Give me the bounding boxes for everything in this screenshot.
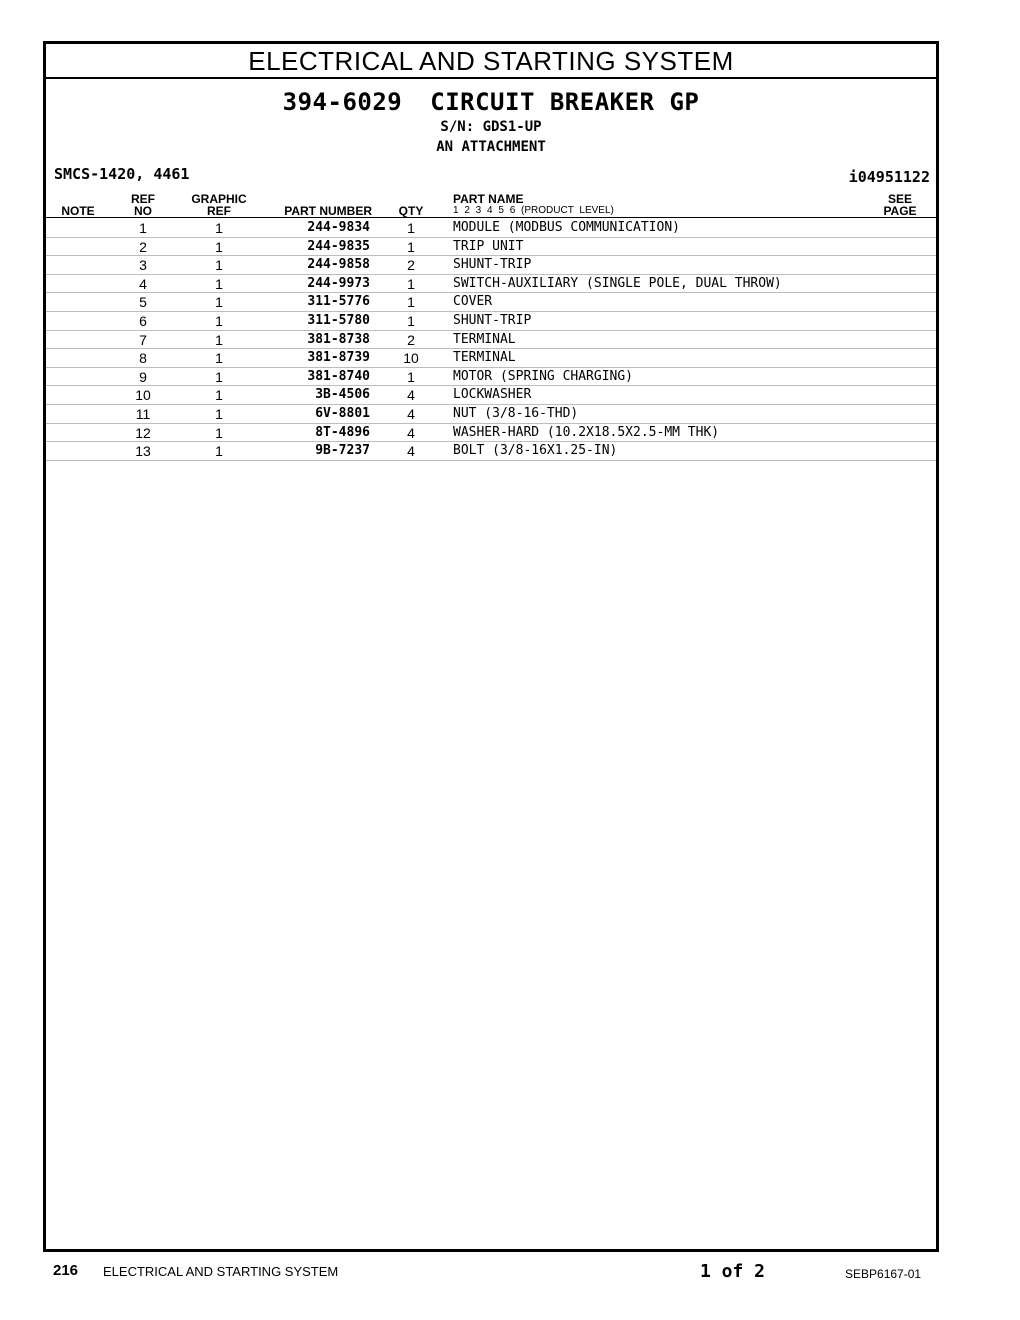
ref-no: 9 xyxy=(139,368,147,385)
table-row xyxy=(46,312,936,331)
part-number: 244-9858 xyxy=(307,257,370,273)
ref-no: 3 xyxy=(139,257,147,274)
qty: 4 xyxy=(407,405,415,422)
graphic-ref: 1 xyxy=(215,220,223,236)
part-name: SWITCH-AUXILIARY (SINGLE POLE, DUAL THROW) xyxy=(453,275,782,291)
ref-no: 7 xyxy=(139,331,147,348)
qty: 1 xyxy=(407,294,415,311)
group-name: CIRCUIT BREAKER GP xyxy=(430,88,700,116)
part-number: 8T-4896 xyxy=(315,424,370,440)
parts-table xyxy=(46,219,936,461)
serial-number: S/N: GDS1-UP xyxy=(440,119,542,135)
graphic-ref: 1 xyxy=(215,238,223,255)
graphic-ref: 1 xyxy=(215,350,223,367)
footer-section-name: ELECTRICAL AND STARTING SYSTEM xyxy=(103,1264,339,1279)
table-row xyxy=(46,256,936,275)
page-frame xyxy=(43,41,939,1252)
table-row xyxy=(46,219,936,238)
group-number: 394-6029 xyxy=(282,88,403,116)
graphic-ref: 1 xyxy=(215,294,223,311)
table-row xyxy=(46,331,936,350)
part-number: 244-9834 xyxy=(307,220,370,235)
part-number: 244-9973 xyxy=(307,275,370,291)
ref-no: 10 xyxy=(135,387,151,404)
part-number: 311-5776 xyxy=(307,294,370,310)
graphic-ref: 1 xyxy=(215,275,223,292)
header-graphic-ref-line2: REF xyxy=(207,204,231,218)
table-row xyxy=(46,368,936,387)
ref-no: 11 xyxy=(135,405,151,422)
header-see-page-line1: SEE xyxy=(887,192,912,206)
part-number: 6V-8801 xyxy=(315,405,370,421)
table-row xyxy=(46,405,936,424)
graphic-ref: 1 xyxy=(215,312,223,329)
graphic-ref: 1 xyxy=(215,424,223,441)
header-note: NOTE xyxy=(61,204,95,218)
ref-no: 6 xyxy=(139,312,147,329)
part-name: TERMINAL xyxy=(453,350,516,366)
part-number: 311-5780 xyxy=(307,312,370,328)
header-part-number: PART NUMBER xyxy=(284,204,372,218)
part-number: 244-9835 xyxy=(307,238,370,254)
group-title xyxy=(46,88,936,116)
ref-no: 5 xyxy=(139,294,147,311)
part-name: SHUNT-TRIP xyxy=(453,257,532,273)
header-ref-no-line2: NO xyxy=(134,204,152,218)
qty: 1 xyxy=(407,238,415,255)
qty: 1 xyxy=(407,312,415,329)
qty: 2 xyxy=(407,257,415,274)
part-name: TRIP UNIT xyxy=(453,238,524,254)
ref-no: 8 xyxy=(139,350,147,367)
table-row xyxy=(46,442,936,461)
part-name: BOLT (3/8-16X1.25-IN) xyxy=(453,443,618,459)
qty: 4 xyxy=(407,387,415,404)
qty: 1 xyxy=(407,275,415,292)
ref-no: 12 xyxy=(135,424,151,441)
qty: 2 xyxy=(407,331,415,348)
qty: 4 xyxy=(407,424,415,441)
table-row xyxy=(46,349,936,368)
graphic-ref: 1 xyxy=(215,405,223,422)
ref-no: 13 xyxy=(135,443,151,460)
part-name: SHUNT-TRIP xyxy=(453,312,532,328)
table-row xyxy=(46,424,936,443)
part-name: MOTOR (SPRING CHARGING) xyxy=(453,368,634,384)
illustration-id: i04951122 xyxy=(848,168,930,186)
graphic-ref: 1 xyxy=(215,387,223,404)
footer-document-number: SEBP6167-01 xyxy=(845,1267,922,1281)
table-row xyxy=(46,386,936,405)
part-name: MODULE (MODBUS COMMUNICATION) xyxy=(453,220,680,235)
header-product-level: 1 2 3 4 5 6 (PRODUCT LEVEL) xyxy=(453,205,614,216)
table-row xyxy=(46,275,936,294)
header-see-page-line2: PAGE xyxy=(883,204,917,218)
table-row xyxy=(46,293,936,312)
part-name: COVER xyxy=(453,294,493,310)
part-number: 381-8738 xyxy=(307,331,370,347)
smcs-code: SMCS-1420, 4461 xyxy=(54,165,190,183)
part-number: 381-8740 xyxy=(307,368,370,384)
section-title: ELECTRICAL AND STARTING SYSTEM xyxy=(46,44,936,79)
qty: 1 xyxy=(407,220,415,236)
graphic-ref: 1 xyxy=(215,331,223,348)
header-qty: QTY xyxy=(398,204,424,218)
group-type: AN ATTACHMENT xyxy=(436,139,546,155)
ref-no: 4 xyxy=(139,275,147,292)
graphic-ref: 1 xyxy=(215,257,223,274)
graphic-ref: 1 xyxy=(215,443,223,460)
part-name: TERMINAL xyxy=(453,331,516,347)
header-part-name: PART NAME xyxy=(453,192,524,206)
qty: 10 xyxy=(403,350,419,367)
part-name: WASHER-HARD (10.2X18.5X2.5-MM THK) xyxy=(453,424,720,440)
part-name: NUT (3/8-16-THD) xyxy=(453,405,579,421)
part-name: LOCKWASHER xyxy=(453,387,532,403)
part-number: 9B-7237 xyxy=(315,443,370,459)
header-divider xyxy=(46,217,936,218)
footer-sheet-count: 1 of 2 xyxy=(700,1261,766,1282)
qty: 4 xyxy=(407,443,415,460)
graphic-ref: 1 xyxy=(215,368,223,385)
part-number: 381-8739 xyxy=(307,350,370,366)
part-number: 3B-4506 xyxy=(315,387,370,403)
header-graphic-ref-line1: GRAPHIC xyxy=(191,192,247,206)
header-ref-no-line1: REF xyxy=(131,192,155,206)
footer-page-number: 216 xyxy=(53,1262,79,1279)
ref-no: 1 xyxy=(139,220,147,236)
qty: 1 xyxy=(407,368,415,385)
ref-no: 2 xyxy=(139,238,147,255)
table-row xyxy=(46,238,936,257)
